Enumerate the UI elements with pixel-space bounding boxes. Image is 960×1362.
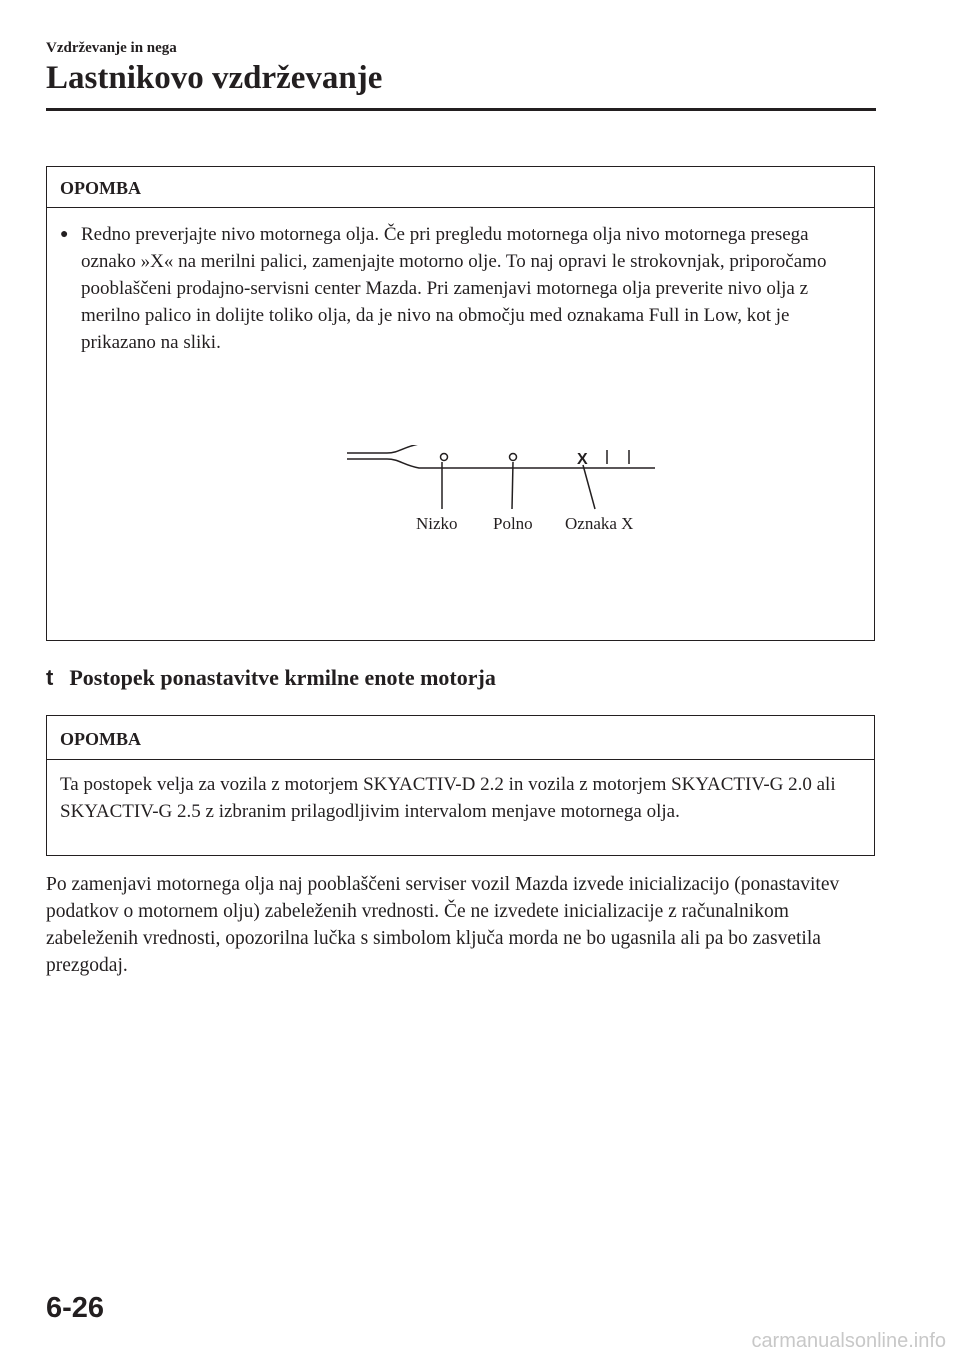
page-title: Lastnikovo vzdrževanje (46, 60, 383, 96)
dipstick-figure (347, 445, 657, 545)
full-mark (510, 454, 517, 461)
label-full: Polno (493, 514, 533, 533)
label-x-mark: Oznaka X (565, 514, 634, 533)
section-marker: t (46, 665, 54, 690)
note-box-procedure (46, 715, 875, 856)
dipstick-outline (347, 445, 655, 468)
dipstick-illustration (347, 445, 657, 515)
bullet-icon: ● (60, 227, 69, 242)
section-heading (46, 665, 496, 691)
title-rule (46, 108, 876, 111)
x-mark: X (577, 451, 588, 468)
section-label: Vzdrževanje in nega (46, 40, 177, 56)
note-box-oil-level (46, 166, 875, 641)
note-body (47, 208, 874, 356)
leader-full (512, 462, 513, 509)
leader-x (583, 465, 595, 509)
section-heading-text: Postopek ponastavitve krmilne enote motorja (69, 665, 496, 690)
body-paragraph: Po zamenjavi motornega olja naj pooblaščeni serviser vozil Mazda izvede inicializacijo (ponastavitev podatkov o motornem olju) zabeleženih vrednosti. Če ne izvedete inicializacije z računalnikom zabeleženih vrednosti, opozorilna lučka s simbolom ključa morda ne bo ugasnila ali pa bo zasvetila prezgodaj. (46, 874, 840, 976)
page-number: 6-26 (46, 1292, 105, 1324)
note-heading: OPOMBA (47, 716, 874, 760)
label-low: Nizko (416, 514, 458, 533)
bullet-text: Redno preverjajte nivo motornega olja. Če pri pregledu motornega olja nivo motornega presega oznako »X« na merilni palici, zamenjajte motorno olje. To naj opravi le strokovnjak, priporočamo pooblaščeni prodajno-servisni center Mazda. Pri zamenjavi motornega olja preverite nivo olja z merilno palico in dolijte toliko olja, da je nivo na območju med oznakama Full in Low, kot je prikazano na sliki. (81, 224, 827, 353)
note-heading: OPOMBA (47, 167, 874, 208)
bullet-item (47, 208, 874, 356)
note-body: Ta postopek velja za vozila z motorjem SKYACTIV-D 2.2 in vozila z motorjem SKYACTIV-G 2.0 ali SKYACTIV-G 2.5 z izbranim prilagodljivim intervalom menjave motornega olja. (60, 774, 836, 822)
watermark: carmanualsonline.info (751, 1330, 946, 1352)
low-mark (441, 454, 448, 461)
